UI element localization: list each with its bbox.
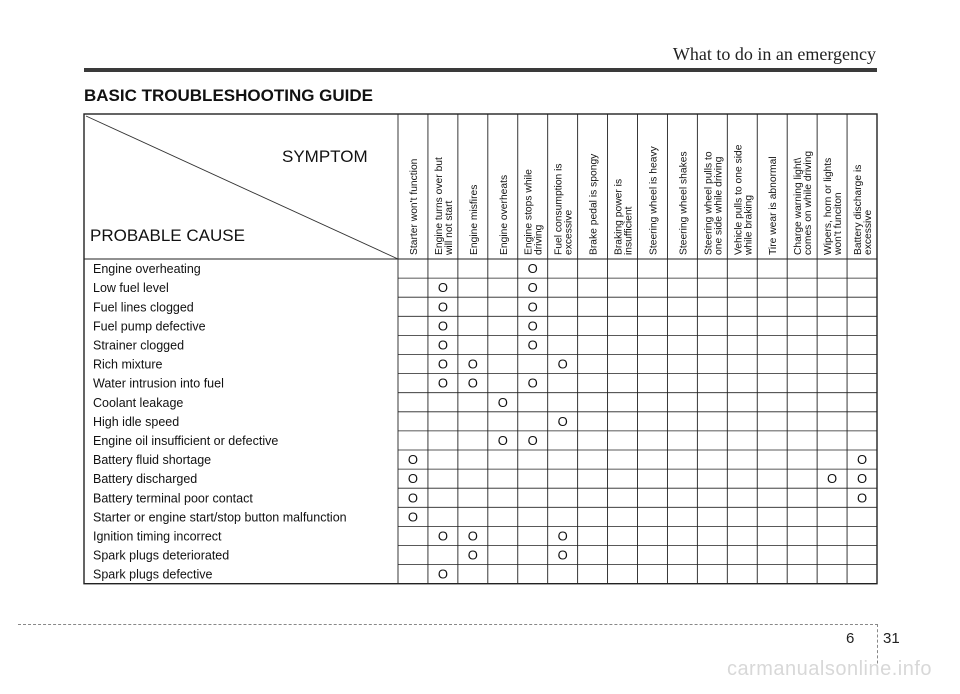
symptom-header: comes on while driving [803,150,815,255]
symptom-mark: O [407,509,419,525]
symptom-mark: O [407,471,419,487]
symptom-label: SYMPTOM [282,147,368,166]
symptom-header: Charge warning light\ [793,157,805,255]
symptom-mark: O [467,356,478,372]
probable-cause: Engine oil insufficient or defective [93,433,279,448]
symptom-mark: O [527,261,538,277]
page-number: 31 [883,630,900,647]
symptom-header: Engine stops while [523,169,535,255]
symptom-mark: O [467,375,478,391]
symptom-mark: O [557,413,568,429]
symptom-mark: O [527,299,538,315]
probable-cause: Engine overheating [93,262,201,277]
symptom-header: Starter won't function [408,158,420,255]
probable-cause: Ignition timing incorrect [93,529,222,544]
probable-cause-label: PROBABLE CAUSE [90,226,245,245]
symptom-mark: O [437,337,448,353]
symptom-header: Engine overheats [498,174,510,255]
symptom-header: excessive [563,209,575,255]
probable-cause: Rich mixture [93,357,163,372]
probable-cause: Strainer clogged [93,338,185,353]
symptom-mark: O [557,528,568,544]
symptom-mark: O [527,318,538,334]
symptom-header: Steering wheel pulls to [703,151,715,255]
probable-cause: Starter or engine start/stop button malfunction [93,510,347,525]
probable-cause: Spark plugs defective [93,567,213,582]
symptom-mark: O [527,337,538,353]
symptom-mark: O [497,432,508,448]
probable-cause: Fuel lines clogged [93,300,194,315]
watermark: carmanualsonline.info [726,658,932,680]
symptom-header: insufficient [623,206,635,255]
symptom-mark: O [407,452,419,468]
symptom-mark: O [437,318,448,334]
probable-cause: Coolant leakage [93,395,184,410]
symptom-header: Fuel consumption is [553,163,565,255]
symptom-mark: O [856,490,868,506]
symptom-header: won't funciton [833,192,845,255]
symptom-header: Braking power is [613,178,625,255]
probable-cause: Battery fluid shortage [93,453,212,468]
symptom-mark: O [557,547,568,563]
symptom-header: Steering wheel is heavy [648,146,660,255]
symptom-header: Tire wear is abnormal [768,156,780,255]
symptom-mark: O [407,490,419,506]
probable-cause: Spark plugs deteriorated [93,548,230,563]
probable-cause: High idle speed [93,414,180,429]
symptom-header: Engine misfires [468,184,480,255]
footer-divider [18,624,878,625]
probable-cause: Water intrusion into fuel [93,376,224,391]
symptom-mark: O [437,375,448,391]
symptom-header: Engine turns over but [433,157,445,255]
symptom-mark: O [437,528,448,544]
symptom-header: while braking [743,194,755,255]
symptom-mark: O [527,375,538,391]
symptom-mark: O [437,299,448,315]
symptom-mark: O [467,547,478,563]
symptom-header: Steering wheel shakes [678,151,690,255]
symptom-header: will not start [443,200,455,255]
section-title: What to do in an emergency [672,44,876,64]
symptom-header: Wipers, horn or lights [823,157,835,255]
symptom-mark: O [437,280,448,296]
symptom-header: excessive [863,209,875,255]
symptom-header: Brake pedal is spongy [588,153,600,255]
probable-cause: Fuel pump defective [93,319,206,334]
probable-cause: Low fuel level [93,281,169,296]
symptom-mark: O [497,394,508,410]
symptom-mark: O [557,356,568,372]
symptom-header: Battery discharge is [853,164,865,255]
probable-cause: Battery discharged [93,472,198,487]
symptom-header: one side while driving [713,156,725,255]
chapter-number: 6 [846,630,855,647]
symptom-mark: O [437,356,448,372]
symptom-header: Vehicle pulls to one side [733,144,745,255]
symptom-mark: O [467,528,478,544]
probable-cause: Battery terminal poor contact [93,491,253,506]
symptom-header: driving [533,224,545,255]
symptom-mark: O [527,280,538,296]
symptom-mark: O [827,471,838,487]
symptom-mark: O [856,452,868,468]
symptom-mark: O [437,566,448,582]
guide-title: BASIC TROUBLESHOOTING GUIDE [84,86,374,105]
symptom-mark: O [527,432,538,448]
symptom-mark: O [856,471,868,487]
